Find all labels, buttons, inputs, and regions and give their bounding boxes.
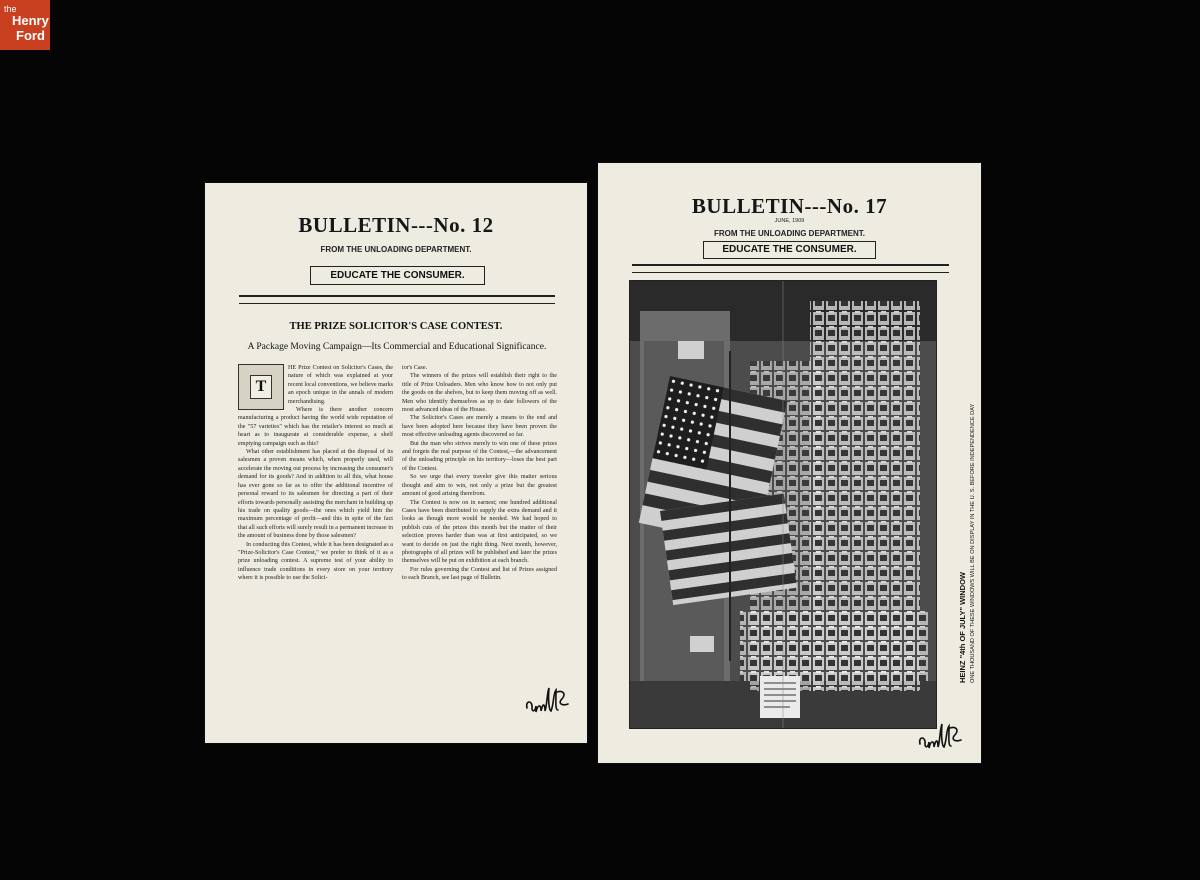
article-subtitle: A Package Moving Campaign—Its Commercial and Educational Significance.	[247, 342, 547, 352]
bulletin-17-motto: EDUCATE THE CONSUMER.	[703, 241, 876, 259]
handwritten-mark	[916, 718, 964, 752]
paragraph: The Solicitor's Cases are merely a means to the end and have been adopted here because they have been proven the most effective unloading agents discovered so far.	[402, 415, 557, 439]
bulletin-12-sheet	[205, 183, 587, 743]
paragraph: For rules governing the Contest and list of Prizes assigned to each Branch, see last page of Bulletin.	[402, 566, 557, 582]
bulletin-17-department: FROM THE UNLOADING DEPARTMENT.	[714, 229, 865, 238]
window-display-photo	[629, 280, 937, 729]
paragraph: So we urge that every traveler give this matter serious thought and aim to win, not only a prize but the greatest amount of good arising therefrom.	[402, 474, 557, 498]
henry-ford-logo: the Henry Ford	[0, 0, 50, 50]
bulletin-12-rule	[239, 295, 555, 304]
handwritten-mark	[523, 682, 571, 716]
bulletin-17-rule	[632, 264, 949, 273]
bulletin-17-date: JUNE, 1909	[774, 218, 805, 224]
bulletin-12-department: FROM THE UNLOADING DEPARTMENT.	[320, 245, 472, 254]
paragraph: tor's Case.	[402, 365, 428, 371]
photo-caption-title: HEINZ "4th OF JULY" WINDOW	[958, 571, 967, 683]
bulletin-12-motto: EDUCATE THE CONSUMER.	[310, 266, 485, 285]
decorative-initial: T	[238, 364, 284, 410]
paragraph: Where is there another concern manufacturing a product having the world wide reputation of the "57 varieties" which has the retailer's interest so much at heart as to inaugurate at considerable expense, a shelf emptying campaign such as this?	[238, 407, 393, 447]
paragraph: The Contest is now on in earnest; one hundred additional Cases have been distributed to supply the extra demand and it looks as though more would be needed. We had hoped to publish cuts of the prizes this month but the matter of their selection proves harder than was at first anticipated, so we want to decide on just the right thing. Next month, however, photographs of all prizes will be published and later the prizes themselves will be put on exhibition at each branch.	[402, 499, 557, 565]
paragraph: But the man who strives merely to win one of these prizes and forgets the real purpose of the Contest,—the advancement of the unloading principle on his territory—loses the best part of the Contest.	[402, 440, 557, 472]
article-title: THE PRIZE SOLICITOR'S CASE CONTEST.	[289, 321, 503, 332]
paragraph: What other establishment has placed at the disposal of its salesmen a proven means which, when properly used, will accelerate the moving out process by increasing the consumer's demand for its goods? And in addition to all this, what house has ever gone so far as to offer the additional incentive of personal reward to its salesmen for directing a part of their efforts towards personally assisting the merchant in building up his trade on quality goods—the ones which yield him the maximum percentage of profit—and this in spite of the fact that all such efforts will surely result in a permanent increase in the amount of business done by those salesmen?	[238, 449, 393, 540]
photo-caption-subtitle: ONE THOUSAND OF THESE WINDOWS WILL BE ON DISPLAY IN THE U. S. BEFORE INDEPENDENCE DAY	[970, 403, 976, 683]
paragraph: In conducting this Contest, while it has been designated as a "Prize-Solicitor's Case Contest," we prefer to think of it as a prize unloading contest. A supreme test of your ability to influence trade conditions in every store on your territory where it is possible to use the Solici-	[238, 541, 393, 582]
bulletin-17-title: BULLETIN---No. 17	[691, 194, 888, 218]
article-column-1	[238, 364, 393, 709]
photo-caption	[950, 318, 984, 683]
bulletin-17-sheet	[598, 163, 981, 763]
paragraph: The winners of the prizes will establish their right to the title of Prize Unloaders. Men who know how to not only put the goods on the shelves, but to keep them moving off as well. Men who identify themselves as up to date followers of the most advanced ideas of the House.	[402, 373, 557, 414]
article-column-2	[402, 364, 557, 709]
paragraph: HE Prize Contest on Solicitor's Cases, the nature of which was explained at your recent local conventions, we believe marks an epoch unique in the annals of modern merchandising.	[288, 365, 393, 405]
bulletin-12-title: BULLETIN---No. 12	[298, 213, 494, 237]
